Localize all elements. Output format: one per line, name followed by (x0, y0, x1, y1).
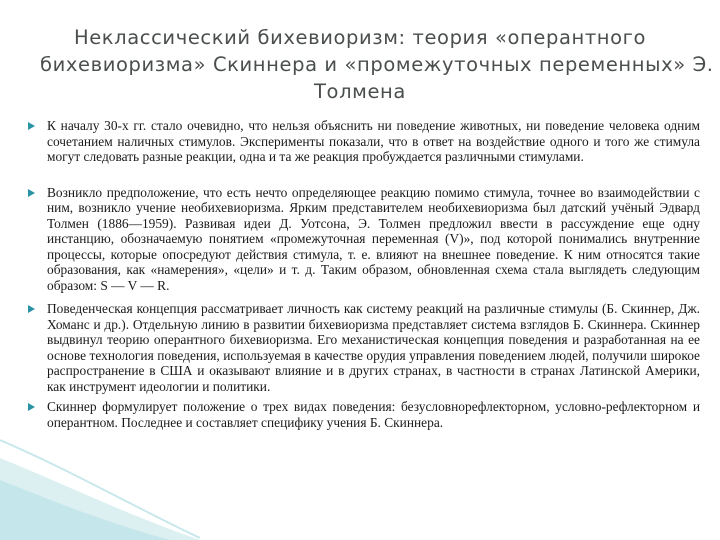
paragraph-text: Скиннер формулирует положение о трех видах поведения: безусловнорефлекторном, условно-рефлекторном и оперантном. Последнее и составляет специфику учения Б. Скиннера. (47, 399, 700, 430)
bullet-paragraph (28, 118, 700, 165)
bullet-paragraph (28, 399, 700, 430)
slide-title (40, 24, 714, 105)
title-line: бихевиоризма» Скиннера и «промежуточных переменных» Э. (40, 53, 714, 76)
bullet-arrow-icon (28, 189, 35, 197)
title-line: Толмена (314, 80, 406, 103)
bullet-arrow-icon (28, 122, 35, 130)
title-line: Неклассический бихевиоризм: теория «оперантного (73, 26, 647, 49)
bullet-paragraph (28, 185, 700, 294)
paragraph-text: К началу 30-х гг. стало очевидно, что нельзя объяснить ни поведение животных, ни поведение человека одним сочетанием наличных стимулов. Эксперименты показали, что в ответ на воздействие одного и того же стимула могут следовать разные реакции, одна и та же реакция пробуждается различными стимулами. (47, 118, 700, 164)
bullet-arrow-icon (28, 305, 35, 313)
bullet-arrow-icon (28, 403, 35, 411)
paragraph-text: Возникло предположение, что есть нечто определяющее реакцию помимо стимула, точнее во взаимодействии с ним, возникло учение необихевиоризма. Ярким представителем необихевиоризма был датский учёный Эдвард Толмен (1886—1959). Развивая идеи Д. Уотсона, Э. Толмен предложил ввести в рассуждение еще одну инстанцию, обозначаемую понятием «промежуточная переменная (V)», под которой понимались внутренние процессы, которые опосредуют действия стимула, т. е. влияют на внешнее поведение. К ним относятся такие образования, как «намерения», «цели» и т. д. Таким образом, обновленная схема стала выглядеть следующим образом: S — V — R. (47, 184, 700, 293)
corner-decoration (0, 420, 200, 540)
bullet-paragraph (28, 301, 700, 394)
paragraph-text: Поведенческая концепция рассматривает личность как систему реакций на различные стимулы (Б. Скиннер, Дж. Хоманс и др.). Отдельную линию в развитии бихевиоризма представляет система взглядов Б. Скиннера. Скиннер выдвинул теорию оперантного бихевиоризма. Его механистическая концепция поведения и разработанная на ее основе технология поведения, используемая в качестве орудия управления поведением людей, получили широкое распространение в США и оказывают влияние и в других странах, в частности в странах Латинской Америки, как инструмент идеологии и политики. (47, 301, 700, 394)
body-content (28, 118, 700, 430)
